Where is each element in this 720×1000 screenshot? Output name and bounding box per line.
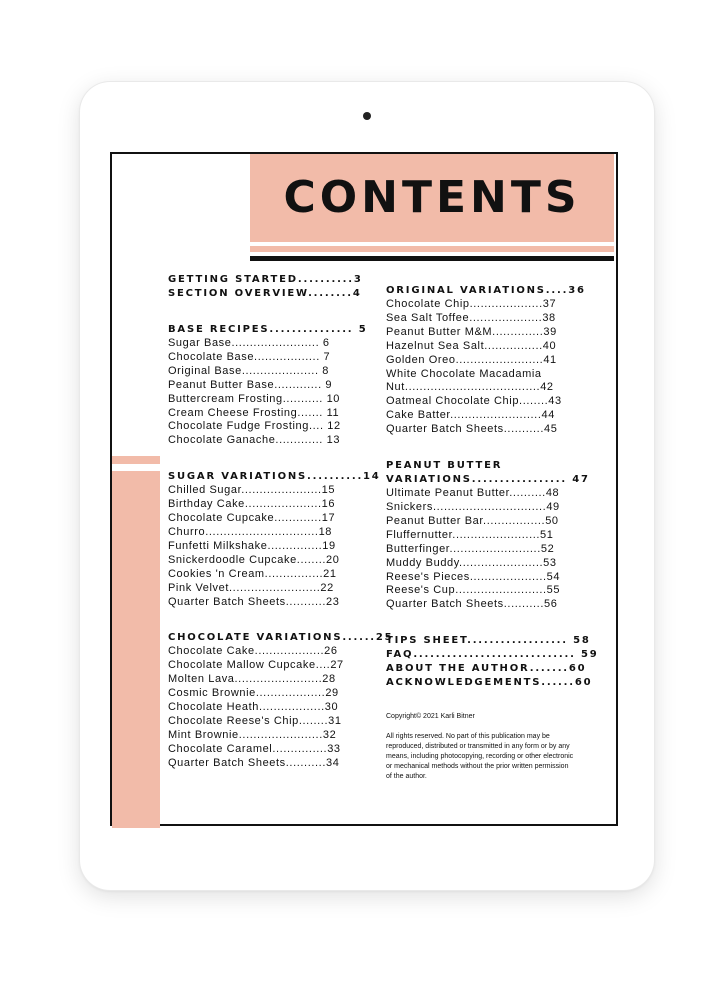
toc-entry: Chocolate Base.................. 7 <box>168 350 331 363</box>
page-title: CONTENTS <box>283 172 581 223</box>
section-heading: SECTION OVERVIEW........4 <box>168 288 362 299</box>
toc-entry: Cookies 'n Cream................21 <box>168 567 337 580</box>
section-heading: VARIATIONS................. 47 <box>386 474 590 486</box>
section-heading: ORIGINAL VARIATIONS....36 <box>386 285 586 296</box>
toc-entry: Quarter Batch Sheets...........34 <box>168 756 340 769</box>
toc-left-column <box>168 273 394 793</box>
toc-entry: Chocolate Ganache............. 13 <box>168 434 341 447</box>
toc-entry: Mint Brownie.......................32 <box>168 728 337 741</box>
toc-entry: Quarter Batch Sheets...........45 <box>386 423 558 436</box>
toc-entry: Quarter Batch Sheets...........23 <box>168 595 340 608</box>
toc-section <box>386 459 590 612</box>
section-heading: ABOUT THE AUTHOR.......60 <box>386 663 587 675</box>
toc-section <box>168 323 368 448</box>
toc-entry: Butterfinger.........................52 <box>386 542 555 555</box>
toc-entry: Chocolate Fudge Frosting.... 12 <box>168 420 341 433</box>
toc-entry: Fluffernutter........................51 <box>386 528 554 541</box>
toc-entry: Quarter Batch Sheets...........56 <box>386 598 558 611</box>
toc-entry: Original Base..................... 8 <box>168 364 329 377</box>
section-heading: ACKNOWLEDGEMENTS......60 <box>386 677 593 689</box>
tablet-device <box>80 82 654 890</box>
legal-notice: All rights reserved. No part of this publication may be reproduced, distributed or transmitted in any form or by any means, including photocopying, recording or other electronic or mechanical methods without the prior written permission of the author. <box>386 733 574 781</box>
toc-section <box>386 634 599 690</box>
section-heading: BASE RECIPES............... 5 <box>168 324 368 335</box>
toc-section <box>168 273 363 301</box>
toc-entry: Chocolate Heath..................30 <box>168 701 339 714</box>
black-stripe <box>250 256 614 261</box>
toc-entry: Molten Lava........................28 <box>168 673 336 686</box>
section-heading: PEANUT BUTTER <box>386 460 503 472</box>
toc-entry: Sugar Base........................ 6 <box>168 337 330 349</box>
section-heading: GETTING STARTED..........3 <box>168 274 363 285</box>
toc-entry: Snickerdoodle Cupcake........20 <box>168 553 340 566</box>
toc-entry: Chocolate Chip....................37 <box>386 298 557 310</box>
section-heading: TIPS SHEET.................. 58 <box>386 635 591 647</box>
toc-entry: Chocolate Cake...................26 <box>168 645 338 658</box>
toc-entry: Golden Oreo........................41 <box>386 353 557 366</box>
toc-entry: Buttercream Frosting........... 10 <box>168 392 341 405</box>
toc-entry: Churro...............................18 <box>168 525 332 538</box>
toc-entry: Chocolate Cupcake.............17 <box>168 512 336 525</box>
toc-entry: Birthday Cake.....................16 <box>168 498 336 511</box>
toc-entry: Sea Salt Toffee....................38 <box>386 311 556 324</box>
toc-entry: Chocolate Reese's Chip........31 <box>168 714 342 727</box>
toc-entry: Muddy Buddy.......................53 <box>386 556 557 569</box>
toc-entry: Cream Cheese Frosting....... 11 <box>168 406 340 419</box>
toc-entry: Chocolate Caramel...............33 <box>168 742 341 755</box>
toc-entry: Chilled Sugar......................15 <box>168 484 336 497</box>
toc-section <box>168 631 394 770</box>
toc-entry: White Chocolate Macadamia <box>386 367 542 380</box>
toc-entry: Pink Velvet.........................22 <box>168 581 334 594</box>
toc-right-column <box>386 284 599 782</box>
toc-entry: Peanut Butter Bar.................50 <box>386 514 559 527</box>
toc-entry: Chocolate Mallow Cupcake....27 <box>168 659 344 672</box>
copyright-notice: Copyright© 2021 Karli Bitner <box>386 713 475 721</box>
section-heading: SUGAR VARIATIONS..........14 <box>168 471 381 483</box>
toc-entry: Cake Batter.........................44 <box>386 409 555 422</box>
toc-entry: Peanut Butter M&M..............39 <box>386 325 557 338</box>
toc-entry: Oatmeal Chocolate Chip........43 <box>386 395 562 408</box>
pink-stripe <box>250 246 614 252</box>
toc-section <box>386 284 586 437</box>
toc-entry: Reese's Pieces.....................54 <box>386 570 561 583</box>
toc-entry: Snickers...............................49 <box>386 500 560 513</box>
toc-entry: Reese's Cup.........................55 <box>386 584 561 597</box>
section-heading: FAQ............................. 59 <box>386 649 599 661</box>
toc-entry: Nut.....................................42 <box>386 381 554 394</box>
toc-section <box>168 470 381 609</box>
toc-entry: Cosmic Brownie...................29 <box>168 687 339 700</box>
camera-dot <box>363 112 371 120</box>
side-accent-small <box>112 456 160 464</box>
toc-entry: Ultimate Peanut Butter..........48 <box>386 487 560 500</box>
toc-entry: Peanut Butter Base............. 9 <box>168 378 333 391</box>
toc-entry: Hazelnut Sea Salt................40 <box>386 339 557 352</box>
tablet-screen <box>110 152 618 826</box>
toc-entry: Funfetti Milkshake...............19 <box>168 539 336 552</box>
side-accent-bar <box>112 471 160 828</box>
section-heading: CHOCOLATE VARIATIONS......25 <box>168 632 394 644</box>
